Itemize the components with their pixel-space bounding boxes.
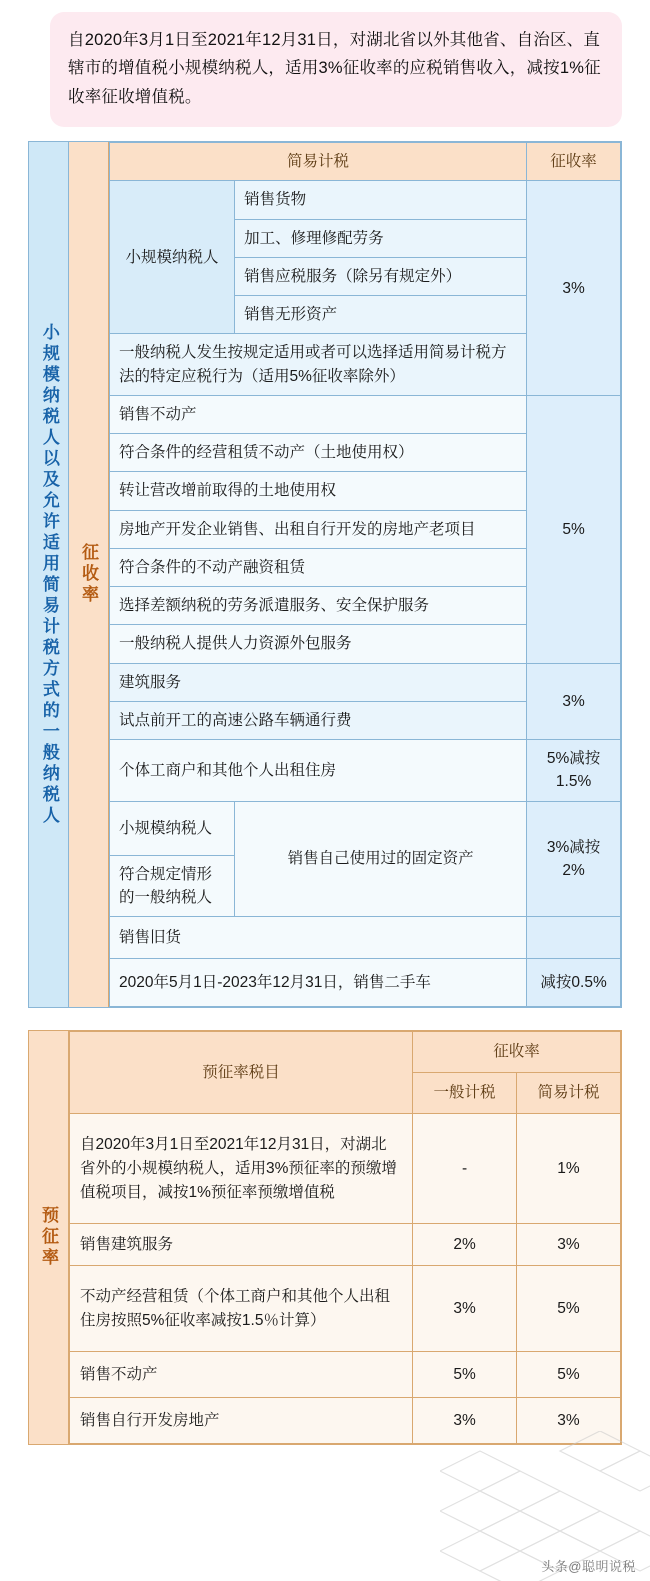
table1-header-simple-tax: 简易计税 — [110, 143, 527, 181]
table2-header-rate: 征收率 — [413, 1032, 621, 1073]
table2-side-label: 预征率 — [29, 1031, 69, 1444]
table1-rate-group-label: 征收率 — [69, 142, 109, 1007]
cell-rate-3pct: 3% — [527, 181, 621, 396]
table2-grid — [69, 1031, 621, 1444]
prepay-rate-table — [28, 1030, 622, 1445]
table-row — [70, 1032, 621, 1073]
table-row — [110, 959, 621, 1007]
cell-simple-rate: 5% — [517, 1352, 621, 1398]
cell-item: 建筑服务 — [110, 663, 527, 701]
top-notice: 自2020年3月1日至2021年12月31日，对湖北省以外其他省、自治区、直辖市的增值税小规模纳税人，适用3%征收率的应税销售收入，减按1%征收率征收增值税。 — [50, 12, 622, 127]
table-row — [110, 181, 621, 219]
cell-item: 不动产经营租赁（个体工商户和其他个人出租住房按照5%征收率减按1.5％计算） — [70, 1266, 413, 1352]
cell-general-simple-note: 一般纳税人发生按规定适用或者可以选择适用简易计税方法的特定应税行为（适用5%征收率除外） — [110, 334, 527, 396]
cell-item: 试点前开工的高速公路车辆通行费 — [110, 701, 527, 739]
cell-item: 销售无形资产 — [235, 296, 527, 334]
table-row — [110, 740, 621, 802]
table2-sub-simple: 简易计税 — [517, 1073, 621, 1114]
cell-item: 符合条件的经营租赁不动产（土地使用权） — [110, 434, 527, 472]
page-root — [0, 12, 650, 1581]
cell-item: 销售旧货 — [110, 917, 527, 959]
cell-rate-3pct-b: 3% — [527, 663, 621, 740]
cell-simple-rate: 3% — [517, 1224, 621, 1266]
table-row — [110, 395, 621, 433]
cell-item: 销售不动产 — [110, 395, 527, 433]
cell-small-taxpayer: 小规模纳税人 — [110, 181, 235, 334]
cell-item: 销售自行开发房地产 — [70, 1398, 413, 1444]
cell-item: 自2020年3月1日至2021年12月31日，对湖北省外的小规模纳税人，适用3%预征率的预缴增值税项目，减按1%预征率预缴增值税 — [70, 1114, 413, 1224]
cell-general-rate: 3% — [413, 1266, 517, 1352]
cell-item: 一般纳税人提供人力资源外包服务 — [110, 625, 527, 663]
cell-item: 选择差额纳税的劳务派遣服务、安全保护服务 — [110, 587, 527, 625]
cell-general-rate: - — [413, 1114, 517, 1224]
table-row — [70, 1114, 621, 1224]
cell-item: 销售应税服务（除另有规定外） — [235, 257, 527, 295]
table2-sub-general: 一般计税 — [413, 1073, 517, 1114]
cell-rate-5-reduce: 5%减按1.5% — [527, 740, 621, 802]
cell-item: 2020年5月1日-2023年12月31日，销售二手车 — [110, 959, 527, 1007]
cell-rate-3-reduce-2-cont — [527, 917, 621, 959]
table-row — [70, 1398, 621, 1444]
table-row — [110, 801, 621, 855]
table-row — [110, 143, 621, 181]
table2-header-item: 预征率税目 — [70, 1032, 413, 1114]
cell-item: 销售建筑服务 — [70, 1224, 413, 1266]
cell-simple-rate: 3% — [517, 1398, 621, 1444]
cell-item: 房地产开发企业销售、出租自行开发的房地产老项目 — [110, 510, 527, 548]
table-row — [110, 917, 621, 959]
table1-side-label: 小规模纳税人以及允许适用简易计税方式的一般纳税人 — [29, 142, 69, 1007]
cell-general-rate: 3% — [413, 1398, 517, 1444]
table-row — [70, 1266, 621, 1352]
cell-general-rate: 2% — [413, 1224, 517, 1266]
cell-simple-rate: 5% — [517, 1266, 621, 1352]
cell-item: 符合条件的不动产融资租赁 — [110, 548, 527, 586]
cell-used-assets: 销售自己使用过的固定资产 — [235, 801, 527, 917]
cell-item: 符合规定情形的一般纳税人 — [110, 855, 235, 917]
table-row — [70, 1352, 621, 1398]
cell-item: 销售货物 — [235, 181, 527, 219]
cell-simple-rate: 1% — [517, 1114, 621, 1224]
cell-item: 小规模纳税人 — [110, 801, 235, 855]
cell-rate-3-reduce-2: 3%减按2% — [527, 801, 621, 917]
cell-item: 销售不动产 — [70, 1352, 413, 1398]
cell-item: 加工、修理修配劳务 — [235, 219, 527, 257]
cell-rate-5pct: 5% — [527, 395, 621, 663]
table-row — [70, 1224, 621, 1266]
cell-item: 转让营改增前取得的土地使用权 — [110, 472, 527, 510]
table1-header-rate: 征收率 — [527, 143, 621, 181]
cell-general-rate: 5% — [413, 1352, 517, 1398]
table-row — [110, 663, 621, 701]
watermark: 头条@聪明说税 — [541, 1559, 636, 1574]
cell-rate-reduce-0-5: 减按0.5% — [527, 959, 621, 1007]
simple-tax-table — [28, 141, 622, 1008]
cell-item: 个体工商户和其他个人出租住房 — [110, 740, 527, 802]
table1-grid — [109, 142, 621, 1007]
